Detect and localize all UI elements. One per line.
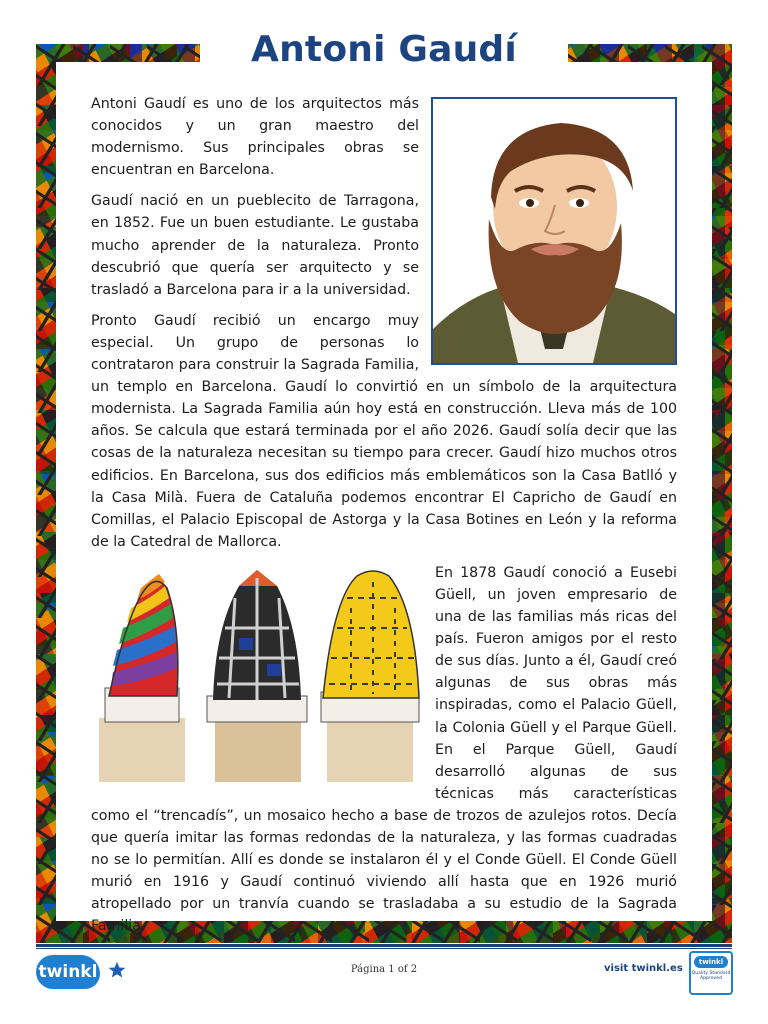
paragraph: Antoni Gaudí es uno de los arquitectos más conocidos y un gran maestro del modernismo. Sus principales obras se encuentran en Barcelona. — [91, 96, 419, 179]
article-body — [91, 93, 677, 946]
footer-divider — [36, 944, 732, 947]
page-title: Antoni Gaudí — [251, 29, 517, 70]
paragraph: Gaudí nació en un pueblecito de Tarragona, en 1852. Fue un buen estudiante. Le gustaba mucho aprender de la naturaleza. Pronto descubrió que quería ser arquitecto y se trasladó a Barcelona para ir a la universidad. — [91, 193, 419, 298]
badge-text: Quality Standard Approved — [691, 971, 731, 982]
paragraph: En 1878 Gaudí conoció a Eusebi Güell, un joven empresario de una de las familias más ricas del país. Fueron amigos por el resto de sus días. Junto a él, Gaudí creó algunas de sus obras más inspiradas, como el Palacio Güell, la Colonia Güell y el Parque Güell. En el Parque Güell, Gaudí desarrolló algunas de sus técnicas más características como el “trencadís”, un mosaico hecho a base de trozos de azulejos rotos. Decía que quería imitar las formas redondas de la naturaleza, y las formas cuadradas no se lo permitían. Allí es donde se instalaron él y el Conde Güell. El Conde Güell murió en 1916 y Gaudí continuó viviendo allí hasta que en 1926 murió atropellado por un tranvía cuando se trasladaba a su estudio de la Sagrada Familia. — [91, 564, 677, 935]
portrait-illustration — [431, 97, 677, 365]
quality-badge — [689, 951, 733, 995]
twinkl-logo[interactable]: twinkl — [36, 955, 100, 989]
page-number: Página 1 of 2 — [350, 964, 418, 975]
paragraph: Pronto Gaudí recibió un encargo muy especial. Un grupo de personas lo contrataron para construir la Sagrada Familia, un templo en Barcelona. Gaudí lo convirtió en un símbolo de la arquitectura modernista. La Sagrada Familia aún hoy está en construcción. Lleva más de 100 años. Se calcula que estará terminada por el año 2026. Gaudí solía decir que las cosas de la naturaleza necesitan su tiempo para crecer. Gaudí hizo muchos otros edificios. En Barcelona, sus dos edificios más emblemáticos son la Casa Batlló y la Casa Milà. Fuera de Cataluña podemos encontrar El Capricho de Gaudí en Comillas, el Palacio Episcopal de Astorga y la Casa Botines en León y la reforma de la Catedral de Mallorca. — [91, 312, 677, 550]
star-icon — [108, 961, 126, 979]
chimney-illustration — [89, 568, 427, 784]
badge-brand: twinkl — [694, 956, 728, 968]
visit-link[interactable]: visit twinkl.es — [604, 963, 683, 974]
footer-divider — [36, 948, 732, 949]
title-band — [200, 28, 568, 72]
